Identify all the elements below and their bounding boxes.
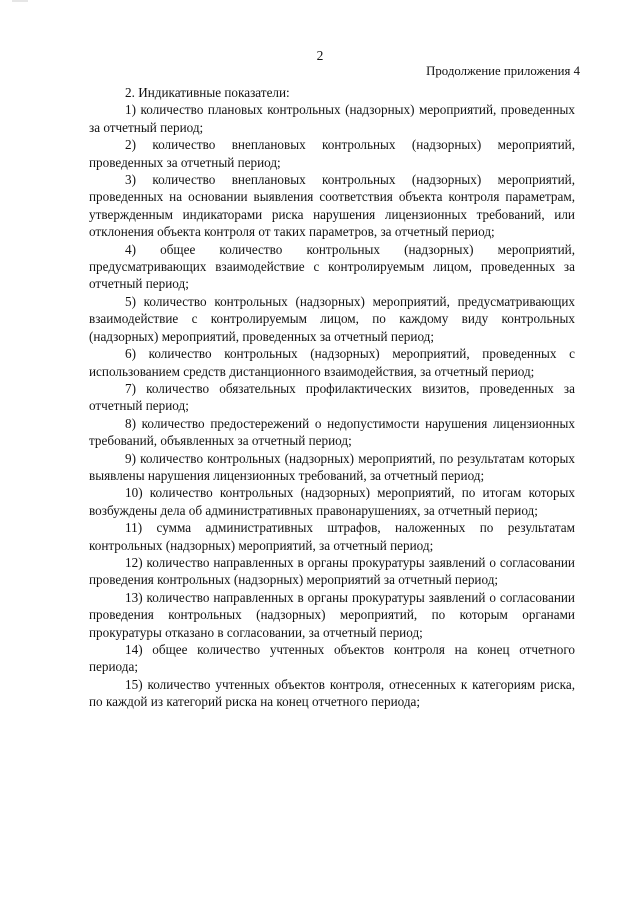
- list-item: 14) общее количество учтенных объектов контроля на конец отчетного периода;: [89, 642, 575, 675]
- list-item: 8) количество предостережений о недопустимости нарушения лицензионных требований, объявленных за отчетный период;: [89, 415, 575, 449]
- list-item: 13) количество направленных в органы прокуратуры заявлений о согласовании проведения контрольных (надзорных) мероприятий, по которым органами прокуратуры отказано в согласовании, за отчетный период;: [89, 589, 575, 640]
- page-number: 2: [316, 48, 324, 63]
- list-item: 6) количество контрольных (надзорных) мероприятий, проведенных с использованием средств дистанционного взаимодействия, за отчетный период;: [89, 346, 575, 379]
- list-item: 9) количество контрольных (надзорных) мероприятий, по результатам которых выявлены нарушения лицензионных требований, за отчетный период;: [89, 450, 575, 483]
- scan-artifact: [12, 0, 28, 2]
- list-item: 3) количество внеплановых контрольных (надзорных) мероприятий, проведенных на основании выявления соответствия объекта контроля параметрам, утвержденным индикаторами риска нарушения лицензионных требований, или отклонения объекта контроля от таких параметров, за отчетный период;: [89, 172, 575, 240]
- list-item: 12) количество направленных в органы прокуратуры заявлений о согласовании проведения контрольных (надзорных) мероприятий за отчетный период;: [89, 554, 575, 588]
- body-text: [89, 84, 575, 711]
- list-item: 7) количество обязательных профилактических визитов, проведенных за отчетный период;: [89, 380, 575, 414]
- appendix-continuation-note: Продолжение приложения 4: [426, 64, 580, 78]
- list-item: 4) общее количество контрольных (надзорных) мероприятий, предусматривающих взаимодействие с контролируемым лицом, проведенных за отчетный период;: [89, 241, 575, 292]
- list-item: 10) количество контрольных (надзорных) мероприятий, по итогам которых возбуждены дела об административных правонарушениях, за отчетный период;: [89, 485, 575, 518]
- list-item: 15) количество учтенных объектов контроля, отнесенных к категориям риска, по каждой из категорий риска на конец отчетного периода;: [89, 676, 575, 710]
- section-title: 2. Индикативные показатели:: [125, 85, 290, 100]
- list-item: 1) количество плановых контрольных (надзорных) мероприятий, проведенных за отчетный период;: [89, 102, 575, 135]
- list-item: 11) сумма административных штрафов, наложенных по результатам контрольных (надзорных) мероприятий, за отчетный период;: [89, 520, 575, 553]
- list-item: 2) количество внеплановых контрольных (надзорных) мероприятий, проведенных за отчетный период;: [89, 137, 575, 170]
- list-item: 5) количество контрольных (надзорных) мероприятий, предусматривающих взаимодействие с контролируемым лицом, по каждому виду контрольных (надзорных) мероприятий, проведенных за отчетный период;: [89, 293, 575, 344]
